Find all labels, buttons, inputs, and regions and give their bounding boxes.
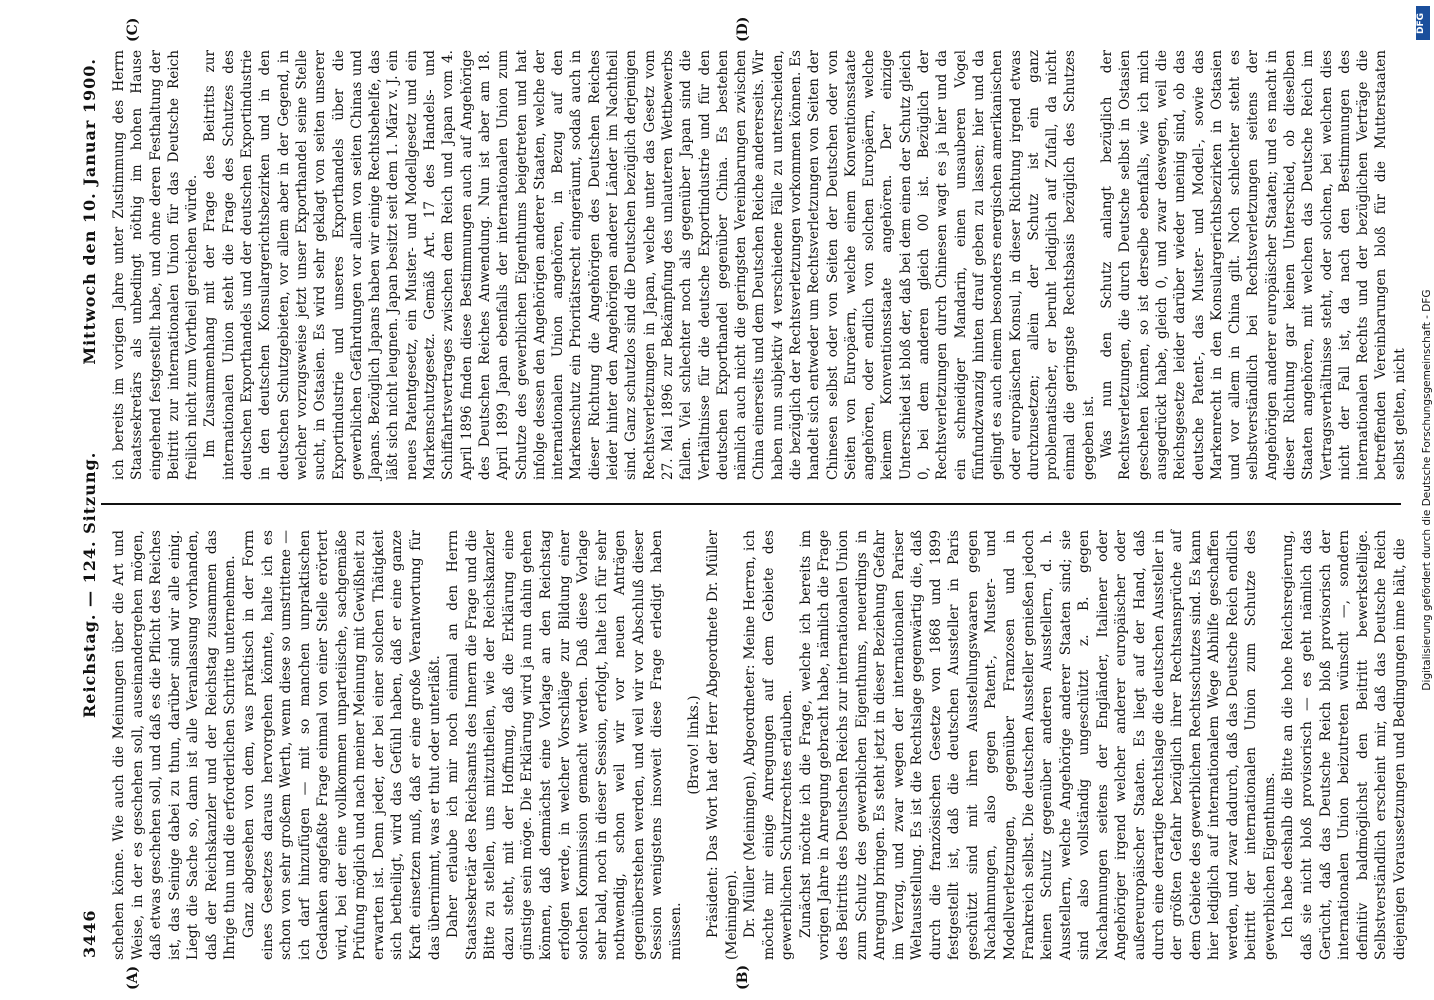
running-head [80, 58, 100, 958]
column-divider [101, 503, 1401, 505]
right-column [110, 50, 1409, 480]
speaker-announcement: Präsident: Das Wort hat der Herr Abgeordnete Dr. Müller (Meiningen). [705, 530, 740, 960]
paragraph: schehen könne. Wie auch die Meinungen über die Art und Weise, in der es geschehen soll, auseinandergehen mögen, daß etwas geschehen soll, und daß es die Pflicht des Reiches ist, das Seinige dabei zu thun, darüber sind wir alle einig. Liegt die Sache so, dann ist alle Veranlassung vorhanden, daß der Reichskanzler und der Reichstag zusammen das Ihrige thun und die erforderlichen Schritte unternehmen. [111, 530, 239, 960]
margin-marker-a: (A) [125, 965, 141, 990]
digitization-note-text: Digitalisierung gefördert durch die Deutsche Forschungsgemeinschaft - DFG [1421, 289, 1433, 691]
paragraph: Was nun den Schutz anlangt bezüglich der Rechtsverletzungen, die durch Deutsche selbst in Ostasien geschehen können, so ist derselbe ebenfalls, wie ich mich ausgedrückt habe, gleich 0, und zwar deswegen, weil die Reichsgesetze leider darüber wieder uneinig sind, ob das deutsche Patent-, das Muster- und Modell-, sowie das Markenrecht in den Konsulargerichtsbezirken in Ostasien und vor allem in China gilt. Noch schlechter steht es selbstverständlich bei Rechtsverletzungen seitens der Angehörigen anderer europäischer Staaten; und es macht in dieser Richtung gar keinen Unterschied, ob dieselben Staaten angehören, mit welchen das Deutsche Reich im Vertragsverhältnisse steht, oder solchen, bei welchen dies nicht der Fall ist, da nach den Bestimmungen des internationalen Rechts und der bezüglichen Verträge die betreffenden Vereinbarungen bloß für die Mutterstaaten selbst gelten, nicht [1099, 50, 1408, 480]
paragraph: Ganz abgesehen von dem, was praktisch in der Form eines Gesetzes daraus hervorgehen könnte, halte ich es schon von sehr großem Werth, wenn diese so umstrittene — ich darf hinzufügen — mit so manchen unpraktischen Gedanken angefaßte Frage einmal von einer Stelle erörtert wird, bei der eine vollkommen unparteiische, sachgemäße Prüfung möglich und nach meiner Meinung mit Gewißheit zu erwarten ist. Denn jeder, der bei einer solchen Thätigkeit sich betheiligt, wird das Gefühl haben, daß er eine ganze Kraft einsetzen muß, daß er eine große Verantwortung für das übernimmt, was er thut oder unterläßt. [240, 530, 443, 960]
speaker-intro: Dr. Müller (Meiningen), Abgeordneter: Meine Herren, ich möchte mir einige Anregungen auf dem Gebiete des gewerblichen Schutzrechtes erlauben. [742, 530, 796, 960]
paragraph: Zunächst möchte ich die Frage, welche ich bereits im vorigen Jahre in Anregung gebracht habe, nämlich die Frage des Beitritts des Deutschen Reichs zur internationalen Union zum Schutz des gewerblichen Eigenthums, neuerdings in Anregung bringen. Es steht jetzt in dieser Beziehung Gefahr im Verzug, und zwar wegen der internationalen Pariser Weltausstellung. Es ist die Rechtslage gegenwärtig die, daß durch die französischen Gesetze von 1868 und 1899 festgestellt ist, daß die deutschen Aussteller in Paris geschützt sind mit ihren Ausstellungswaaren gegen Nachahmungen, also gegen Patent-, Muster- und Modellverletzungen, gegenüber Franzosen und in Frankreich selbst. Die deutschen Aussteller genießen jedoch keinen Schutz gegenüber anderen Ausstellern, d. h. Ausstellern, welche Angehörige anderer Staaten sind; sie sind also vollständig ungeschützt z. B. gegen Nachahmungen seitens der Engländer, Italiener oder Angehöriger irgend welcher anderer europäischer oder außereuropäischer Staaten. Es liegt auf der Hand, daß durch eine derartige Rechtslage die deutschen Aussteller in der größten Gefahr bezüglich ihrer Rechtsansprüche auf dem Gebiete des gewerblichen Rechtsschutzes sind. Es kann hier lediglich auf internationalem Wege Abhilfe geschaffen werden, und zwar dadurch, daß das Deutsche Reich endlich beitritt der internationalen Union zum Schutze des gewerblichen Eigenthums. [797, 530, 1278, 960]
paragraph: Daher erlaube ich mir noch einmal an den Herrn Staatssekretär des Reichsamts des Innern die Frage und die Bitte zu stellen, uns mitzutheilen, wie der Reichskanzler dazu steht, mit der Hoffnung, daß die Erklärung eine günstige sein möge. Die Erklärung wird ja nun dahin gehen können, daß demnächst eine Vorlage an den Reichstag erfolgen werde, in welcher Vorschläge zur Bildung einer solchen Kommission gemacht werden. Daß diese Vorlage sehr bald, noch in dieser Session, erfolgt, halte ich für sehr nothwendig, schon weil wir vor neuen Anträgen gegenüberstehen werden, und weil wir vor Abschluß dieser Session wenigstens insoweit diese Frage erledigt haben müssen. [445, 530, 684, 960]
left-column [110, 530, 1409, 960]
page-title: Reichstag. — 124. Sitzung. [80, 451, 99, 718]
paragraph: Ich habe deshalb die Bitte an die hohe Reichsregierung, daß sie nicht bloß provisorisch — es geht nämlich das Gerücht, daß das Deutsche Reich bloß provisorisch der internationalen Union beizutreten wünscht —, sondern definitiv baldmöglichst den Beitritt bewerkstellige. Selbstverständlich erscheint mir, daß das Deutsche Reich diejenigen Voraussetzungen und Bedingungen inne hält, die [1280, 530, 1408, 960]
page-number: 3446 [80, 909, 99, 958]
margin-marker-c: (C) [125, 17, 141, 42]
paragraph: Im Zusammenhang mit der Frage des Beitritts zur internationalen Union steht die Frage des Schutzes des deutschen Exporthandels und der deutschen Exportindustrie in den deutschen Konsulargerichtsbezirken und in den deutschen Schutzgebieten, vor allem aber in der Gegend, in welcher vorzugsweise jetzt unser Exporthandel seine Stelle sucht, in Ostasien. Es wird sehr geklagt von seiten unserer Exportindustrie und unseres Exporthandels über die gewerblichen Gefährdungen vor allem von seiten Chinas und Japans. Bezüglich Japans haben wir einige Rechtsbehelfe, das läßt sich nicht leugnen. Japan besitzt seit dem 1. März v. J. ein neues Patentgesetz, ein Muster- und Modellgesetz und ein Markenschutzgesetz. Gemäß Art. 17 des Handels- und Schiffahrtsvertrages zwischen dem Reich und Japan vom 4. April 1896 finden diese Bestimmungen auch auf Angehörige des Deutschen Reiches Anwendung. Nun ist aber am 18. April 1899 Japan ebenfalls der internationalen Union zum Schutze des gewerblichen Eigenthums beigetreten und hat infolge dessen den Angehörigen anderer Staaten, welche der internationalen Union angehören, in Bezug auf den Markenschutz ein Prioritätsrecht eingeräumt, sodaß auch in dieser Richtung die Angehörigen des Deutschen Reiches leider hinter den Angehörigen anderer Länder im Nachtheil sind. Ganz schutzlos sind die Deutschen bezüglich derjenigen Rechtsverletzungen in Japan, welche unter das Gesetz vom 27. Mai 1896 zur Bekämpfung des unlauteren Wettbewerbs fallen. Viel schlechter noch als gegenüber Japan sind die Verhältnisse für die deutsche Exportindustrie und für den deutschen Exporthandel gegenüber China. Es bestehen nämlich auch nicht die geringsten Vereinbarungen zwischen China einerseits und dem Deutschen Reiche andererseits. Wir haben nun subjektiv 4 verschiedene Fälle zu unterscheiden, die bezüglich der Rechtsverletzungen vorkommen können. Es handelt sich entweder um Rechtsverletzungen von Seiten der Chinesen selbst oder von Seiten der Deutschen oder von Seiten von Europäern, welche einem Konventionsstaate angehören, oder endlich von solchen Europäern, welche keinem Konventionsstaate angehören. Der einzige Unterschied ist bloß der, daß bei dem einen der Schutz gleich 0, bei dem anderen gleich 00 ist. Bezüglich der Rechtsverletzungen durch Chinesen wagt es ja hier und da ein schneidiger Mandarin, einen unsauberen Vogel fünfundzwanzig hinten drauf geben zu lassen; hier und da gelingt es auch einem besonders energischen amerikanischen oder europäischen Konsul, in dieser Richtung irgend etwas durchzusetzen; allein der Schutz ist ein ganz problematischer, er beruht lediglich auf Zufall, da nicht einmal die geringste Rechtsbasis bezüglich des Schutzes gegeben ist. [202, 50, 1097, 480]
dfg-logo: DFG [1416, 6, 1430, 40]
margin-marker-b: (B) [735, 964, 751, 990]
applause-note: (Bravo! links.) [686, 695, 703, 795]
digitization-note [1416, 10, 1433, 990]
margin-marker-d: (D) [735, 16, 751, 42]
paragraph: ich bereits im vorigen Jahre unter Zustimmung des Herrn Staatssekretärs als unbedingt nöthig im hohen Hause eingehend festgestellt habe, und ohne deren Festhaltung der Beitritt zur internationalen Union für das Deutsche Reich freilich nicht zum Vortheil gereichen würde. [111, 50, 201, 480]
page-date: Mittwoch den 10. Januar 1900. [80, 58, 99, 365]
